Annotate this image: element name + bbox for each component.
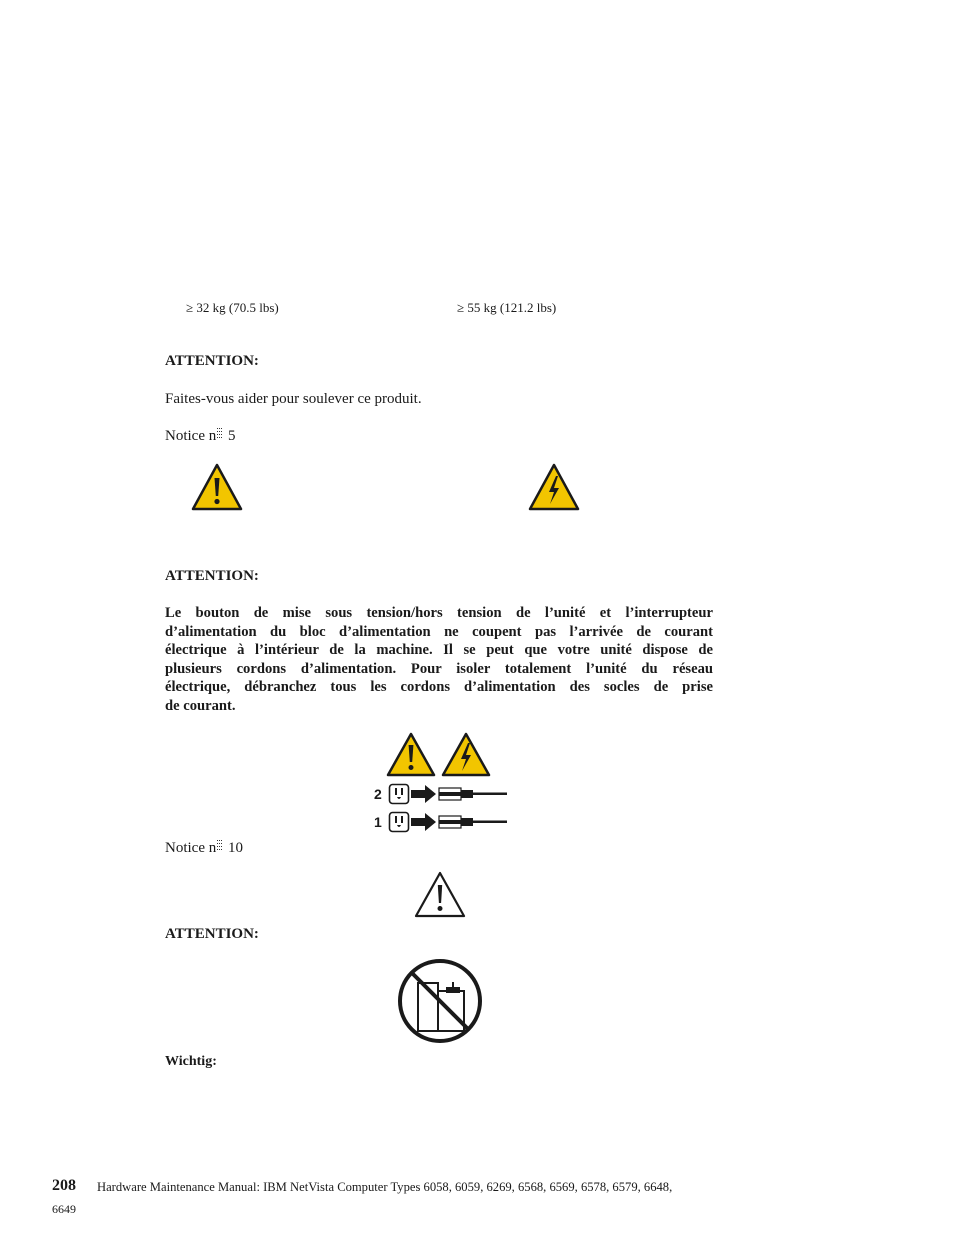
notice-10-label [165, 839, 243, 857]
power-warning-paragraph [165, 604, 713, 716]
paragraph-line: de courant. [165, 697, 236, 714]
paragraph-line: électrique, débranchez tous les cordons d’alimentation des socles de prise [165, 679, 713, 696]
caution-icon [386, 732, 436, 777]
notice-5-label [165, 427, 235, 445]
outlet-label-1: 1 [374, 814, 382, 830]
degree-glyph-icon [216, 428, 224, 440]
no-stacking-icon [396, 957, 484, 1045]
page-number: 208 [52, 1177, 76, 1194]
plug-icon [411, 784, 507, 804]
electrical-hazard-icon [528, 463, 580, 511]
attention-heading-2: ATTENTION: [165, 568, 259, 584]
power-outlet-icon [388, 811, 410, 833]
caution-icon [414, 871, 466, 918]
caution-icon [191, 463, 243, 511]
wichtig-heading: Wichtig: [165, 1054, 217, 1069]
lift-instruction: Faites-vous aider pour soulever ce produit. [165, 391, 422, 407]
notice-number: 5 [227, 428, 236, 444]
outlet-label-2: 2 [374, 786, 382, 802]
weight-left: ≥ 32 kg (70.5 lbs) [186, 300, 279, 315]
attention-heading-1: ATTENTION: [165, 353, 259, 369]
notice-number: 10 [227, 840, 243, 856]
electrical-hazard-icon [441, 732, 491, 777]
footer-title-continued: 6649 [52, 1202, 76, 1216]
plug-icon [411, 812, 507, 832]
paragraph-line: électrique à l’intérieur de la machine. Il se peut que votre unité dispose de [165, 642, 713, 659]
notice-prefix: Notice n [165, 840, 217, 856]
power-outlet-icon [388, 783, 410, 805]
paragraph-line: plusieurs cordons d’alimentation. Pour isoler totalement l’unité du réseau [165, 660, 713, 677]
footer-title: Hardware Maintenance Manual: IBM NetVista Computer Types 6058, 6059, 6269, 6568, 6569, 6578, 6579, 6648, [97, 1180, 673, 1194]
attention-heading-3: ATTENTION: [165, 926, 259, 942]
weight-right: ≥ 55 kg (121.2 lbs) [457, 300, 557, 315]
paragraph-line: d’alimentation du bloc d’alimentation ne coupent pas l’arrivée de courant [165, 623, 713, 640]
paragraph-line: Le bouton de mise sous tension/hors tension de l’unité et l’interrupteur [165, 605, 713, 621]
degree-glyph-icon [216, 840, 224, 852]
notice-prefix: Notice n [165, 428, 217, 444]
